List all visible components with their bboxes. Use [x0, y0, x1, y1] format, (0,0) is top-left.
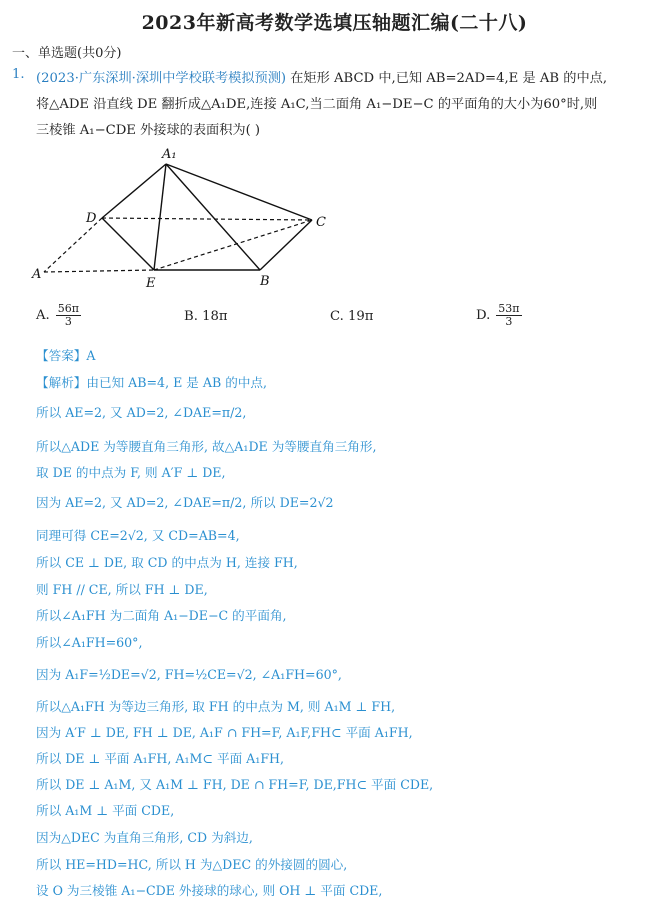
edge-b-c — [260, 220, 312, 270]
solution-line: 所以 HE=HD=HC, 所以 H 为△DEC 的外接圆的圆心, — [36, 857, 348, 872]
solution-line: 设 O 为三棱锥 A₁−CDE 外接球的球心, 则 OH ⊥ 平面 CDE, — [36, 883, 383, 898]
question-line-3: 三棱锥 A₁−CDE 外接球的表面积为( ) — [36, 123, 261, 138]
solution-line: 所以∠A₁FH 为二面角 A₁−DE−C 的平面角, — [36, 608, 287, 623]
solution-line: 取 DE 的中点为 F, 则 A′F ⊥ DE, — [36, 465, 226, 480]
label-a: A — [32, 267, 42, 282]
solution-line: 所以 AE=2, 又 AD=2, ∠DAE=π/2, — [36, 405, 247, 420]
solution-line: 因为 A₁F=½DE=√2, FH=½CE=√2, ∠A₁FH=60°, — [36, 667, 342, 682]
question-source: (2023·广东深圳·深圳中学校联考模拟预测) — [36, 71, 287, 86]
solution-line: 所以△A₁FH 为等边三角形, 取 FH 的中点为 M, 则 A₁M ⊥ FH, — [36, 699, 396, 714]
solution-line: 所以 DE ⊥ A₁M, 又 A₁M ⊥ FH, DE ∩ FH=F, DE,FH⊂ 平面 CDE, — [36, 777, 434, 792]
edge-a1-e — [154, 164, 166, 270]
question-line-2: 将△ADE 沿直线 DE 翻折成△A₁DE,连接 A₁C,当二面角 A₁−DE−C 的平面角的大小为60°时,则 — [36, 97, 598, 112]
question-number: 1. — [12, 67, 25, 82]
label-a1: A₁ — [162, 147, 177, 162]
label-e: E — [146, 276, 156, 291]
solution-line: 则 FH // CE, 所以 FH ⊥ DE, — [36, 582, 208, 597]
option-a-fraction: $\frac{56\pi}{3}$ — [57, 302, 79, 328]
solution-line: 因为 A′F ⊥ DE, FH ⊥ DE, A₁F ∩ FH=F, A₁F,FH⊂ 平面 A₁FH, — [36, 725, 413, 740]
label-d: D — [86, 211, 97, 226]
edge-d-c — [102, 218, 312, 220]
question-line-1 — [36, 67, 607, 86]
label-b: B — [260, 274, 270, 289]
section-heading: 一、单选题(共0分) — [12, 46, 122, 61]
solution-line: 所以△ADE 为等腰直角三角形, 故△A₁DE 为等腰直角三角形, — [36, 439, 377, 454]
edge-a1-b — [166, 164, 260, 270]
edge-a1-d — [102, 164, 166, 218]
page-title: 2023年新高考数学选填压轴题汇编(二十八) — [141, 12, 528, 34]
option-c: C. 19π — [330, 309, 374, 324]
solution-line: 所以 A₁M ⊥ 平面 CDE, — [36, 803, 175, 818]
label-c: C — [316, 215, 326, 230]
option-d: D. $\frac{53\pi}{3}$ — [476, 302, 520, 328]
solution-line: 同理可得 CE=2√2, 又 CD=AB=4, — [36, 528, 240, 543]
solution-line: 所以 DE ⊥ 平面 A₁FH, A₁M⊂ 平面 A₁FH, — [36, 751, 285, 766]
solution-line: 因为△DEC 为直角三角形, CD 为斜边, — [36, 830, 253, 845]
option-b: B. 18π — [184, 309, 228, 324]
geometry-figure — [30, 142, 350, 292]
solution-line: 因为 AE=2, 又 AD=2, ∠DAE=π/2, 所以 DE=2√2 — [36, 495, 334, 510]
edge-d-a — [44, 218, 102, 272]
edge-e-c — [154, 220, 312, 270]
option-a: A. $\frac{56\pi}{3}$ — [36, 302, 79, 328]
edge-a1-c — [166, 164, 312, 220]
option-d-fraction: $\frac{53\pi}{3}$ — [498, 302, 520, 328]
solution-line: 【解析】由已知 AB=4, E 是 AB 的中点, — [36, 375, 268, 390]
edge-a-e — [44, 270, 154, 272]
solution-line: 【答案】A — [36, 348, 96, 363]
solution-line: 所以 CE ⊥ DE, 取 CD 的中点为 H, 连接 FH, — [36, 555, 298, 570]
solution-line: 所以∠A₁FH=60°, — [36, 635, 143, 650]
edge-d-e — [102, 218, 154, 270]
question-text-1: 在矩形 ABCD 中,已知 AB=2AD=4,E 是 AB 的中点, — [290, 71, 608, 86]
